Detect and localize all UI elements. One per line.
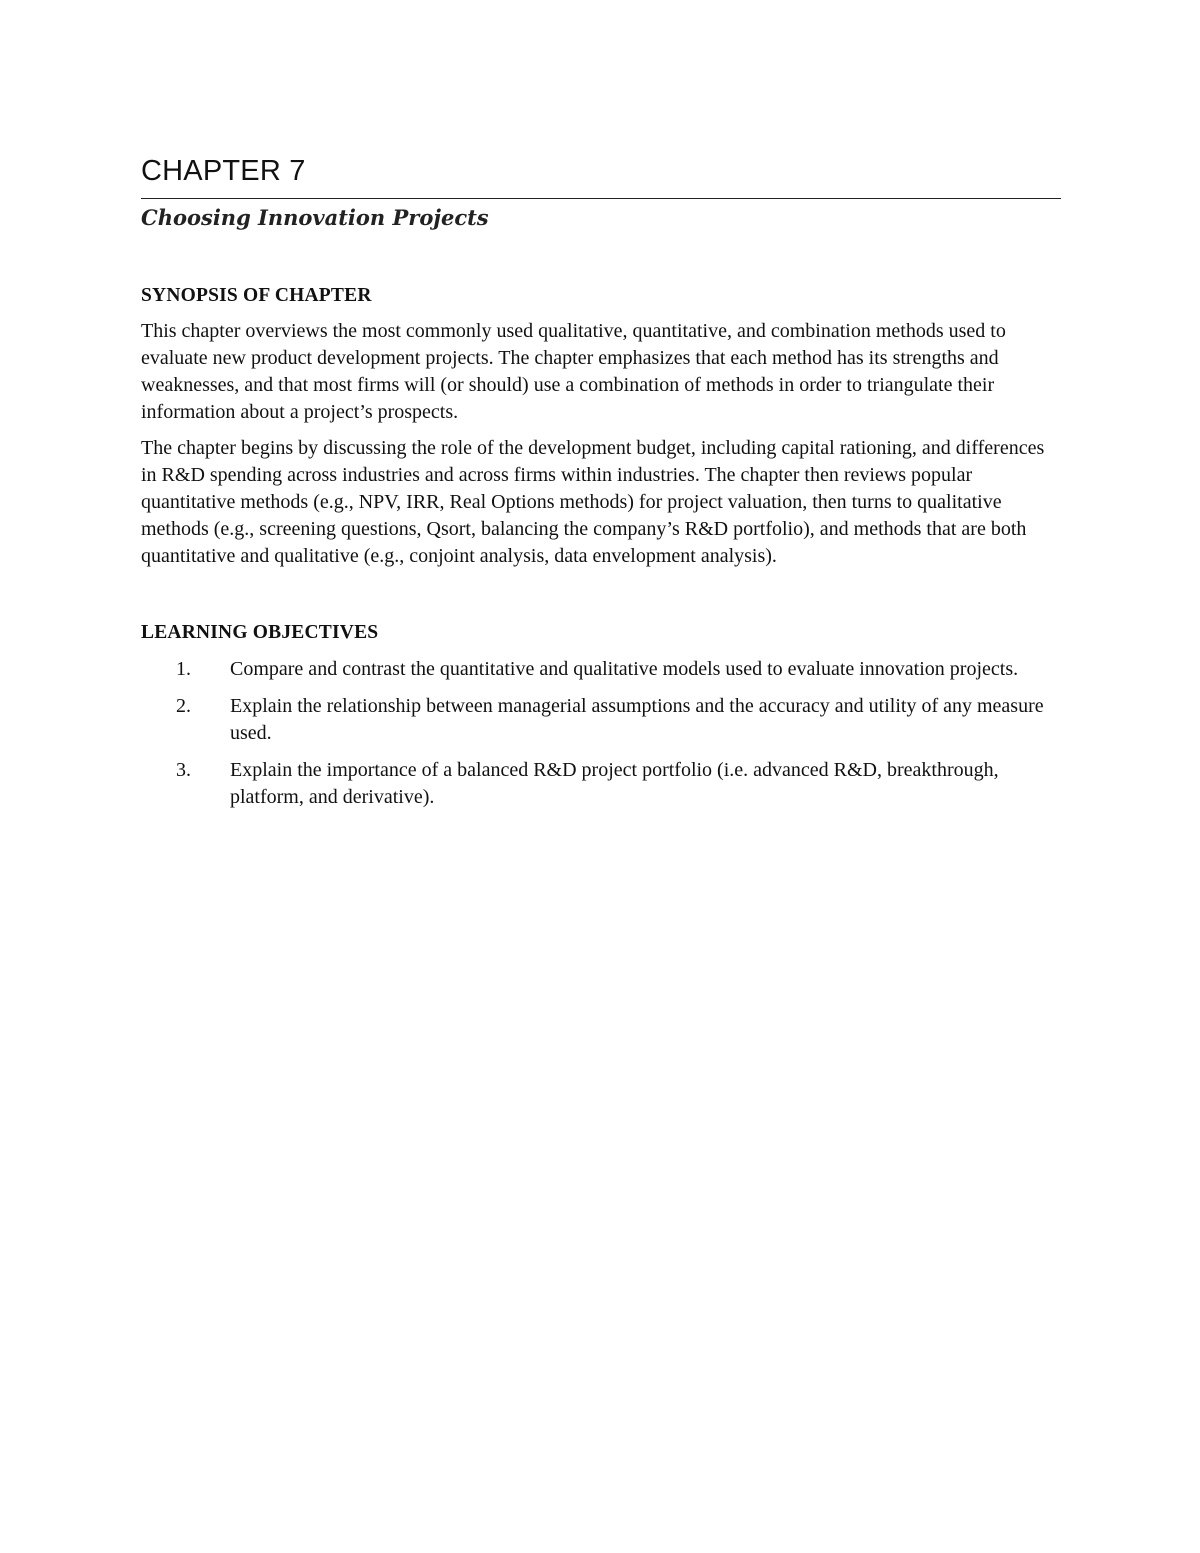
list-item-text: Explain the relationship between managerial assumptions and the accuracy and utility of any measure used. [230,695,1044,744]
chapter-subtitle: Choosing Innovation Projects [141,205,489,230]
list-item [141,693,1061,747]
list-item [141,757,1061,811]
list-item [141,656,1061,683]
chapter-title: CHAPTER 7 [141,152,1061,199]
list-item-number: 2. [176,695,191,717]
list-item-text: Compare and contrast the quantitative and qualitative models used to evaluate innovation projects. [230,658,1019,680]
page-content [141,152,1061,821]
list-item-text: Explain the importance of a balanced R&D project portfolio (i.e. advanced R&D, breakthrough, platform, and derivative). [230,759,999,808]
learning-objectives-list [141,656,1061,811]
list-item-number: 3. [176,759,191,781]
learning-objectives-heading: LEARNING OBJECTIVES [141,622,379,643]
synopsis-heading: SYNOPSIS OF CHAPTER [141,285,372,306]
list-item-number: 1. [176,658,191,680]
synopsis-paragraph: This chapter overviews the most commonly used qualitative, quantitative, and combination methods used to evaluate new product development projects. The chapter emphasizes that each method has its strengths and weaknesses, and that most firms will (or should) use a combination of methods in order to triangulate their information about a project’s prospects. [141,320,1006,423]
synopsis-paragraph: The chapter begins by discussing the role of the development budget, including capital rationing, and differences in R&D spending across industries and across firms within industries. The chapter then reviews popular quantitative methods (e.g., NPV, IRR, Real Options methods) for project valuation, then turns to qualitative methods (e.g., screening questions, Qsort, balancing the company’s R&D portfolio), and methods that are both quantitative and qualitative (e.g., conjoint analysis, data envelopment analysis). [141,437,1045,567]
